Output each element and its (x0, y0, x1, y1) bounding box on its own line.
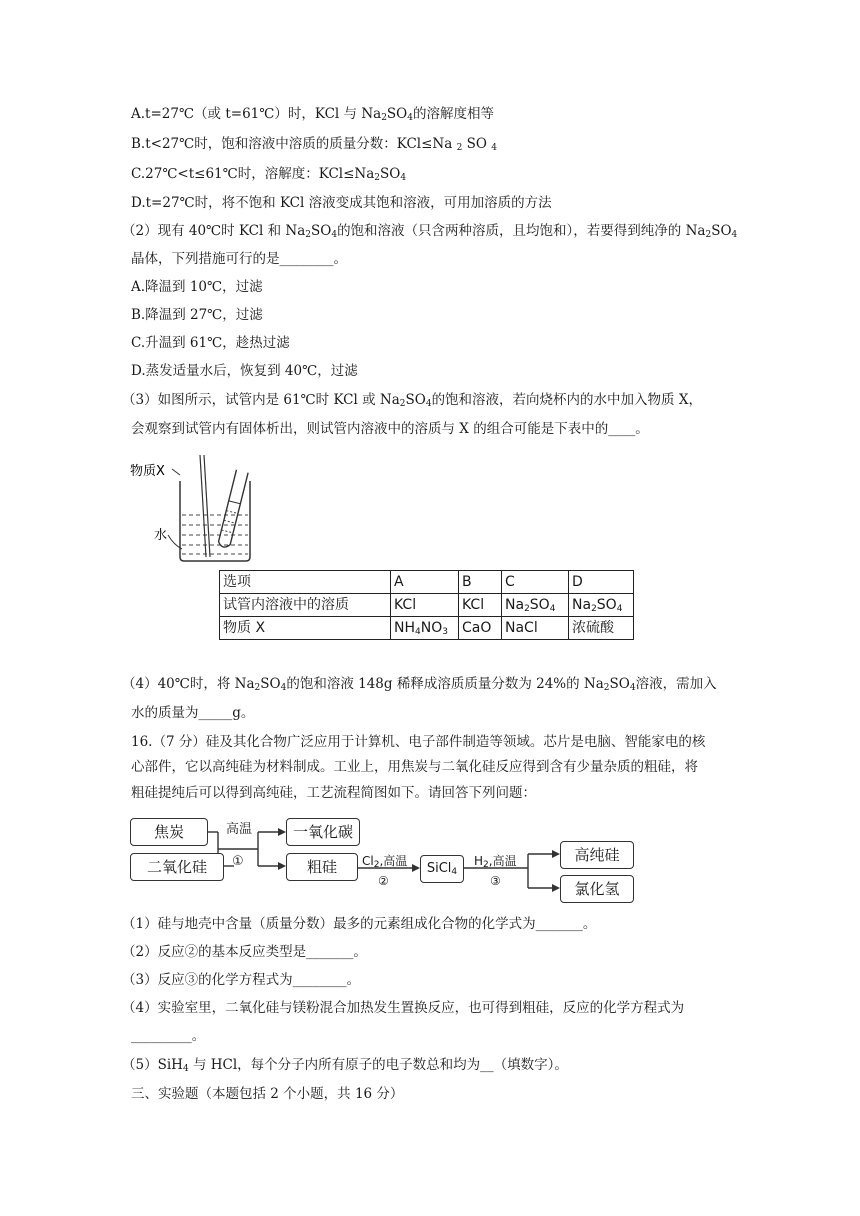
label-water: 水 (154, 528, 168, 543)
test-tube (218, 470, 249, 549)
q15-option-a: A.t=27℃（或 t=61℃）时，KCl 与 $Na_2SO_4$的溶解度相等 (131, 106, 494, 123)
table-header-cell: A (391, 571, 459, 594)
table-cell: KCl (391, 594, 459, 617)
table-row (220, 617, 634, 640)
box-high-purity-silicon: 高纯硅 (560, 841, 634, 869)
q16-line1: 16.（7 分）硅及其化合物广泛应用于计算机、电子部件制造等领域。芯片是电脑、智能家电的核 (131, 734, 706, 750)
q16-line3: 粗硅提纯后可以得到高纯硅，工艺流程简图如下。请回答下列问题： (131, 785, 536, 801)
q15-part4-line2: 水的质量为_____g。 (131, 705, 255, 721)
table-header-cell: 选项 (220, 571, 391, 594)
process-flow-diagram (128, 812, 648, 904)
table-header-cell: B (459, 571, 502, 594)
box-carbon-monoxide: 一氧化碳 (286, 818, 360, 846)
q15-part2-option-a: A.降温到 10℃，过滤 (131, 279, 263, 295)
table-header-cell: C (502, 571, 569, 594)
q16-sub3: （3）反应③的化学方程式为________。 (122, 972, 361, 988)
q15-part3-line2: 会观察到试管内有固体析出，则试管内溶液中的溶质与 X 的组合可能是下表中的____。 (131, 421, 649, 437)
q15-part2-option-d: D.蒸发适量水后，恢复到 40℃，过滤 (131, 363, 358, 379)
table-cell: 浓硫酸 (569, 617, 634, 640)
q15-option-d: D.t=27℃时，将不饱和 KCl 溶液变成其饱和溶液，可用加溶质的方法 (131, 195, 552, 211)
q15-option-b: B.t<27℃时，饱和溶液中溶质的质量分数：KCl≤Na $_2$ SO $_4$ (131, 136, 497, 153)
table-row (220, 594, 634, 617)
q16-sub2: （2）反应②的基本反应类型是_______。 (122, 944, 367, 960)
q15-part2-option-c: C.升温到 61℃，趁热过滤 (131, 335, 290, 351)
beaker-outline (180, 481, 250, 561)
q15-part3-line1: （3）如图所示，试管内是 61℃时 KCl 或 $Na_2SO_4$的饱和溶液，若向烧杯内的水中加入物质 X， (122, 392, 702, 409)
table-cell: CaO (459, 617, 502, 640)
label-substance-x: 物质X (130, 464, 165, 479)
box-silicon-dioxide: 二氧化硅 (130, 853, 224, 881)
box-sicl4: SiCl$_4$ (420, 855, 464, 883)
q15-part2-line2: 晶体，下列措施可行的是________。 (131, 251, 347, 267)
options-table (219, 570, 634, 640)
table-cell: KCl (459, 594, 502, 617)
q15-part2-option-b: B.降温到 27℃，过滤 (131, 307, 263, 323)
q16-sub5: （5）SiH$_4$ 与 HCl，每个分子内所有原子的电子数总和均为__（填数字）。 (122, 1057, 568, 1074)
section-3-heading: 三、实验题（本题包括 2 个小题，共 16 分） (131, 1086, 404, 1102)
label-step-1: ① (232, 854, 244, 869)
table-row (220, 571, 634, 594)
water-level (182, 515, 248, 554)
label-h2-high-temp: $H_2$,高温 (474, 854, 517, 870)
box-crude-silicon: 粗硅 (286, 853, 358, 881)
label-step-2: ② (378, 874, 389, 888)
label-cl2-high-temp: $Cl_2$,高温 (362, 854, 408, 870)
box-hydrogen-chloride: 氯化氢 (560, 875, 634, 903)
q15-part2-line1: （2）现有 40℃时 KCl 和 $Na_2SO_4$的饱和溶液（只含两种溶质，且均饱和），若要得到纯净的 $Na_2SO_4$ (122, 223, 738, 240)
table-cell: NaCl (502, 617, 569, 640)
q16-sub4-line2: _________。 (131, 1028, 206, 1044)
beaker-diagram (128, 453, 268, 565)
label-step-3: ③ (490, 874, 501, 888)
table-header-cell: D (569, 571, 634, 594)
q15-option-c: C.27℃<t≤61℃时，溶解度：$KCl\le Na_2SO_4$ (131, 166, 407, 183)
table-cell: $NH_4NO_3$ (391, 617, 459, 640)
box-coke: 焦炭 (130, 818, 208, 846)
table-cell: 物质 X (220, 617, 391, 640)
label-high-temp-1: 高温 (226, 822, 253, 837)
beaker-figure (128, 453, 268, 565)
table-cell: $Na_2SO_4$ (502, 594, 569, 617)
table-cell: $Na_2SO_4$ (569, 594, 634, 617)
q16-sub1: （1）硅与地壳中含量（质量分数）最多的元素组成化合物的化学式为_______。 (122, 916, 597, 932)
q15-part4-line1: （4）40℃时，将 $Na_2SO_4$的饱和溶液 148g 稀释成溶质质量分数为 24%的 $Na_2SO_4$溶液，需加入 (122, 676, 717, 693)
q16-sub4-line1: （4）实验室里，二氧化硅与镁粉混合加热发生置换反应，也可得到粗硅，反应的化学方程式为 (122, 1000, 685, 1016)
table-cell: 试管内溶液中的溶质 (220, 594, 391, 617)
q16-line2: 心部件，它以高纯硅为材料制成。工业上，用焦炭与二氧化硅反应得到含有少量杂质的粗硅，将 (131, 759, 698, 775)
